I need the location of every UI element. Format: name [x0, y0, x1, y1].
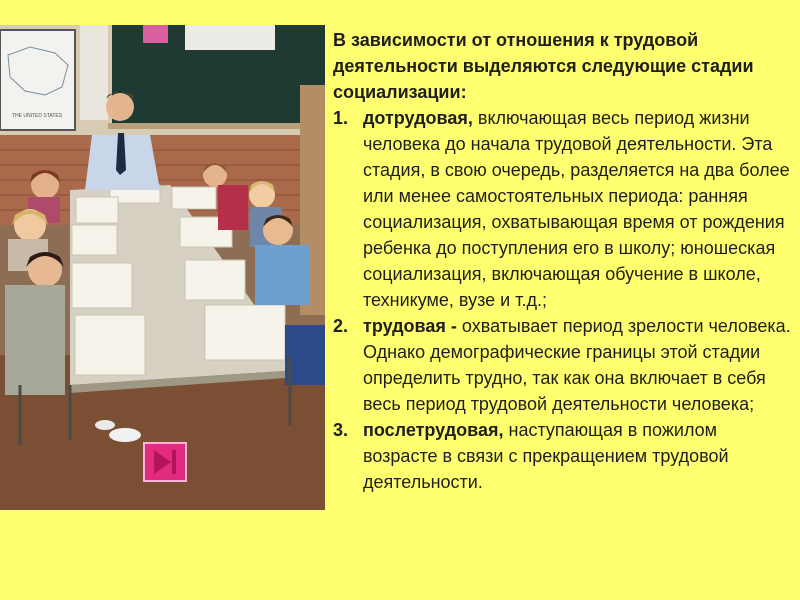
stage-number: 1. [333, 108, 349, 128]
stage-item-pre-labor [333, 105, 795, 313]
stage-item-post-labor [333, 417, 795, 495]
next-slide-icon [145, 444, 185, 480]
stage-term: дотрудовая, [363, 108, 473, 128]
slide-text [333, 27, 795, 495]
slide-heading: В зависимости от отношения к трудовой деятельности выделяются следующие стадии социализации: [333, 30, 754, 102]
stages-list [333, 105, 795, 495]
stage-term: трудовая - [363, 316, 457, 336]
stage-item-labor [333, 313, 795, 417]
stage-description: наступающая в пожилом возрасте в связи с прекращением трудовой деятельности. [363, 420, 729, 492]
stage-term: послетрудовая, [363, 420, 504, 440]
map-caption: THE UNITED STATES [12, 113, 63, 119]
next-slide-button[interactable] [143, 442, 187, 482]
stage-description: включающая весь период жизни человека до начала трудовой деятельности. Эта стадия, в свою очередь, разделяется на два более или менее самостоятельных периода: ранняя социализация, охватывающая время от рождения ребенка до поступления его в школу; юношеская социализация, включающая обучение в школе, техникуме, вузе и т.д.; [363, 108, 790, 310]
stage-number: 2. [333, 316, 349, 336]
stage-number: 3. [333, 420, 349, 440]
classroom-photo [0, 25, 325, 510]
stage-description: охватывает период зрелости человека. Однако демографические границы этой стадии определить трудно, так как она включает в себя весь период трудовой деятельности человека; [363, 316, 791, 414]
